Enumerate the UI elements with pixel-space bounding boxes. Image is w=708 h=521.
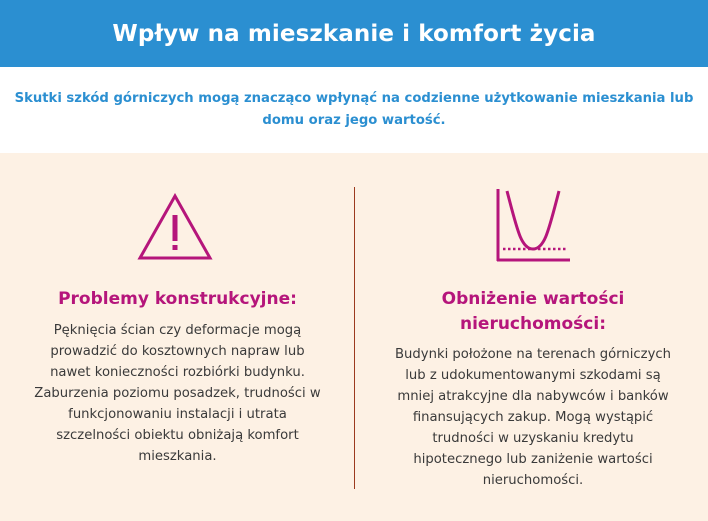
warning-triangle-icon [137,193,213,261]
section-body-construction: Pęknięcia ścian czy deformacje mogą prowadzić do kosztownych napraw lub nawet konieczności rozbiórki budynku. Zaburzenia poziomu posadzek, trudności w funkcjonowaniu instalacji i utrata szczelności obiektu obniżają komfort mieszkania. [34,323,321,464]
section-title-value-drop: Obniżenie wartości nieruchomości: [441,289,625,334]
section-body-value-drop: Budynki położone na terenach górniczych lub z udokumentowanymi szkodami są mniej atrakcyjne dla nabywców i banków finansujących zakup. Mogą wystąpić trudności w uzyskaniu kredytu hipotecznego lub zaniżenie wartości nieruchomości. [395,347,671,488]
intro-section [0,67,708,153]
column-divider [354,187,355,489]
intro-text: Skutki szkód górniczych mogą znacząco wpłynąć na codzienne użytkowanie mieszkania lub domu oraz jego wartość. [14,91,694,128]
content-section [0,153,708,521]
page-title: Wpływ na mieszkanie i komfort życia [112,20,596,47]
section-title-construction: Problemy konstrukcyjne: [58,289,297,309]
header-banner [0,0,708,67]
value-drop-chart-icon [495,187,571,263]
